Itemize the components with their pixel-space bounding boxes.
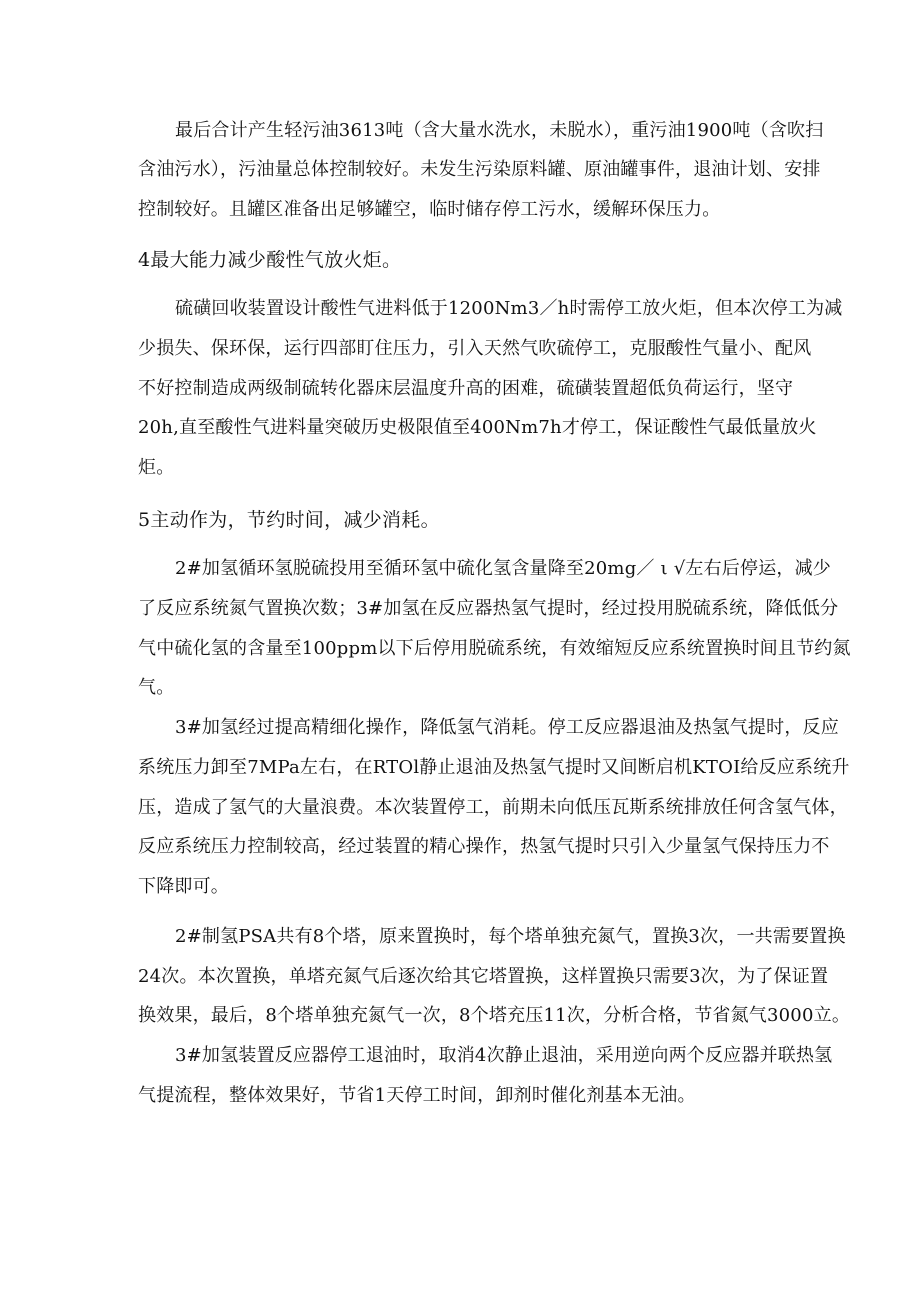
text-line-21: 24次。本次置换，单塔充氮气后逐次给其它塔置换，这样置换只需要3次，为了保证置	[138, 966, 829, 987]
text-line-2: 含油污水），污油量总体控制较好。未发生污染原料罐、原油罐事件，退油计划、安排	[138, 159, 821, 180]
text-line-1: 最后合计产生轻污油3613吨（含大量水洗水，未脱水），重污油1900吨（含吹扫	[175, 120, 824, 141]
text-line-16: 系统压力卸至7MPa左右，在RTOl静止退油及热氢气提时又间断启机KTOI给反应系统升	[138, 757, 850, 778]
section-heading-5: 5主动作为，节约时间，减少消耗。	[138, 509, 440, 531]
text-line-22: 换效果，最后，8个塔单独充氮气一次，8个塔充压11次，分析合格，节省氮气3000立。	[138, 1005, 851, 1026]
text-line-12: 了反应系统氮气置换次数；3#加氢在反应器热氢气提时，经过投用脱硫系统，降低低分	[138, 598, 839, 619]
section-heading-4: 4最大能力减少酸性气放火炬。	[138, 249, 402, 271]
text-line-15: 3#加氢经过提高精细化操作，降低氢气消耗。停工反应器退油及热氢气提时，反应	[175, 717, 839, 738]
text-line-19: 下降即可。	[138, 876, 229, 897]
text-line-18: 反应系统压力控制较高，经过装置的精心操作，热氢气提时只引入少量氢气保持压力不	[138, 836, 830, 857]
text-line-24: 气提流程，整体效果好，节省1天停工时间，卸剂时催化剂基本无油。	[138, 1085, 696, 1106]
text-line-7: 不好控制造成两级制硫转化器床层温度升高的困难，硫磺装置超低负荷运行，坚守	[138, 378, 794, 399]
text-line-6: 少损失、保环保，运行四部盯住压力，引入天然气吹硫停工，克服酸性气量小、配风	[138, 338, 812, 359]
text-line-3: 控制较好。且罐区准备出足够罐空，临时储存停工污水，缓解环保压力。	[138, 199, 721, 220]
text-line-9: 炬。	[138, 457, 175, 478]
text-line-14: 气。	[138, 677, 175, 698]
text-line-17: 压，造成了氢气的大量浪费。本次装置停工，前期未向低压瓦斯系统排放任何含氢气体，	[138, 797, 848, 818]
text-line-8: 20h,直至酸性气进料量突破历史极限值至400Nm7h才停工，保证酸性气最低量放火	[138, 417, 817, 438]
text-line-23: 3#加氢装置反应器停工退油时，取消4次静止退油，采用逆向两个反应器并联热氢	[175, 1045, 833, 1066]
text-line-5: 硫磺回收装置设计酸性气进料低于1200Nm3／h时需停工放火炬，但本次停工为减	[175, 298, 843, 319]
text-line-11: 2#加氢循环氢脱硫投用至循环氢中硫化氢含量降至20mg／ ι √左右后停运，减少	[175, 558, 831, 579]
text-line-20: 2#制氢PSA共有8个塔，原来置换时，每个塔单独充氮气，置换3次，一共需要置换	[175, 926, 846, 947]
text-line-13: 气中硫化氢的含量至100ppm以下后停用脱硫系统，有效缩短反应系统置换时间且节约氮	[138, 638, 851, 659]
